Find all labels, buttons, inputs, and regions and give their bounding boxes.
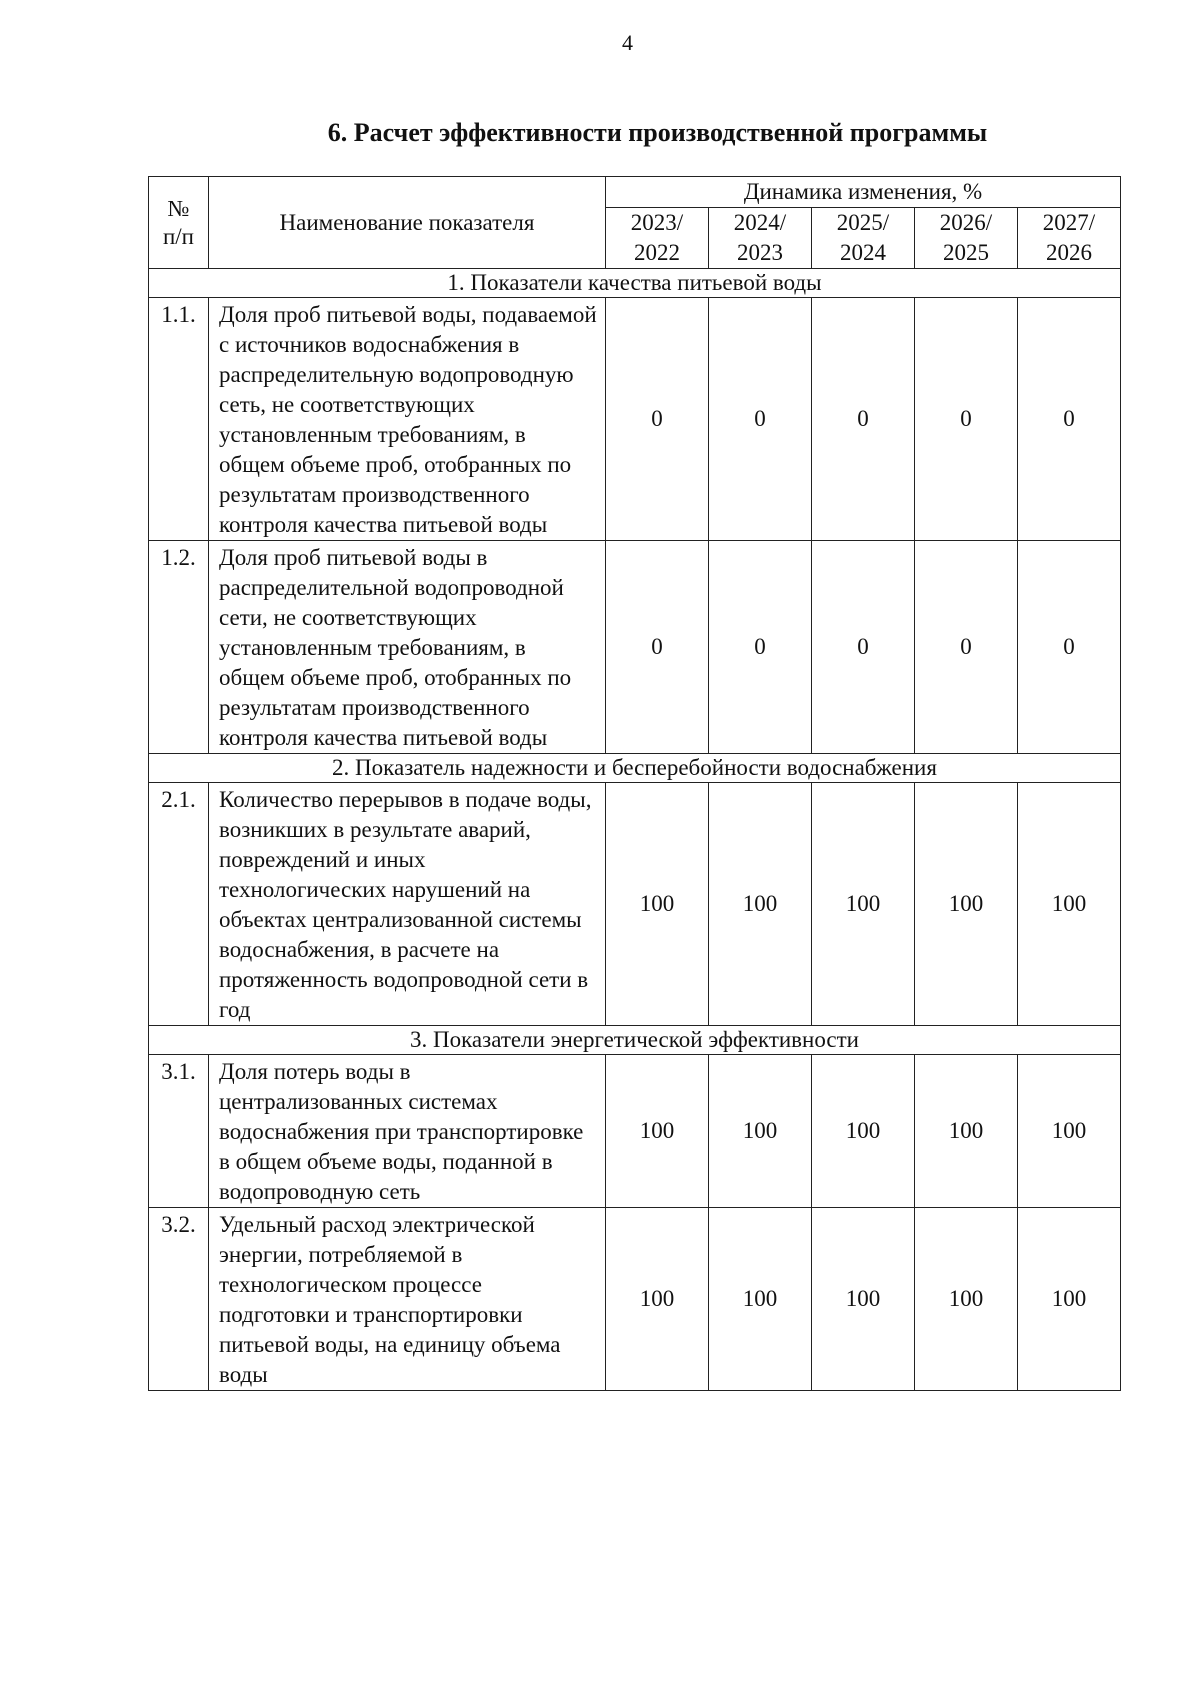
row-value: 100 [709, 1208, 812, 1391]
section-row [149, 269, 1121, 298]
row-value: 0 [606, 541, 709, 754]
row-value: 100 [915, 1208, 1018, 1391]
section-title: 3. Показатели энергетической эффективности [149, 1026, 1121, 1055]
section-title: 1. Показатели качества питьевой воды [149, 269, 1121, 298]
header-number-abbr: п/п [162, 223, 194, 249]
header-dynamics: Динамика изменения, % [606, 177, 1121, 208]
row-value: 0 [812, 541, 915, 754]
header-indicator-name: Наименование показателя [209, 177, 606, 269]
header-year-4: 2026/ 2025 [915, 208, 1018, 269]
row-value: 0 [709, 541, 812, 754]
row-number: 3.2. [149, 1208, 209, 1391]
table-row [149, 298, 1121, 541]
row-value: 100 [915, 783, 1018, 1026]
section-row [149, 1026, 1121, 1055]
row-value: 100 [1018, 783, 1121, 1026]
efficiency-table [148, 176, 1121, 1391]
row-value: 100 [1018, 1055, 1121, 1208]
row-value: 100 [812, 1208, 915, 1391]
row-value: 0 [606, 298, 709, 541]
row-indicator-name: Доля потерь воды в централизованных системах водоснабжения при транспортировке в общем объеме воды, поданной в водопроводную сеть [209, 1055, 606, 1208]
page-number: 4 [622, 30, 633, 55]
section-row [149, 754, 1121, 783]
row-indicator-name: Количество перерывов в подаче воды, возникших в результате аварий, повреждений и иных технологических нарушений на объектах централизованной системы водоснабжения, в расчете на протяженность водопроводной сети в год [209, 783, 606, 1026]
row-indicator-name: Удельный расход электрической энергии, потребляемой в технологическом процессе подготовки и транспортировки питьевой воды, на единицу объема воды [209, 1208, 606, 1391]
row-value: 100 [812, 783, 915, 1026]
section-title: 2. Показатель надежности и бесперебойности водоснабжения [149, 754, 1121, 783]
page-title: 6. Расчет эффективности производственной программы [327, 118, 988, 147]
row-value: 0 [1018, 541, 1121, 754]
row-value: 100 [812, 1055, 915, 1208]
header-year-2: 2024/ 2023 [709, 208, 812, 269]
table-row [149, 1055, 1121, 1208]
row-value: 100 [606, 1055, 709, 1208]
row-indicator-name: Доля проб питьевой воды в распределительной водопроводной сети, не соответствующих установленным требованиям, в общем объеме проб, отобранных по результатам производственного контроля качества питьевой воды [209, 541, 606, 754]
row-number: 2.1. [149, 783, 209, 1026]
table-row [149, 541, 1121, 754]
row-indicator-name: Доля проб питьевой воды, подаваемой с источников водоснабжения в распределительную водопроводную сеть, не соответствующих установленным требованиям, в общем объеме проб, отобранных по результатам производственного контроля качества питьевой воды [209, 298, 606, 541]
header-number [149, 177, 209, 269]
row-number: 1.2. [149, 541, 209, 754]
row-value: 100 [606, 783, 709, 1026]
header-year-5: 2027/ 2026 [1018, 208, 1121, 269]
table-row [149, 783, 1121, 1026]
table-row [149, 1208, 1121, 1391]
row-value: 100 [915, 1055, 1018, 1208]
header-year-3: 2025/ 2024 [812, 208, 915, 269]
row-value: 0 [1018, 298, 1121, 541]
row-value: 0 [812, 298, 915, 541]
row-value: 0 [915, 298, 1018, 541]
row-value: 100 [1018, 1208, 1121, 1391]
header-year-1: 2023/ 2022 [606, 208, 709, 269]
row-value: 100 [709, 783, 812, 1026]
header-number-symbol: № [167, 195, 190, 221]
row-value: 0 [709, 298, 812, 541]
row-number: 3.1. [149, 1055, 209, 1208]
row-value: 100 [709, 1055, 812, 1208]
row-value: 100 [606, 1208, 709, 1391]
row-number: 1.1. [149, 298, 209, 541]
row-value: 0 [915, 541, 1018, 754]
